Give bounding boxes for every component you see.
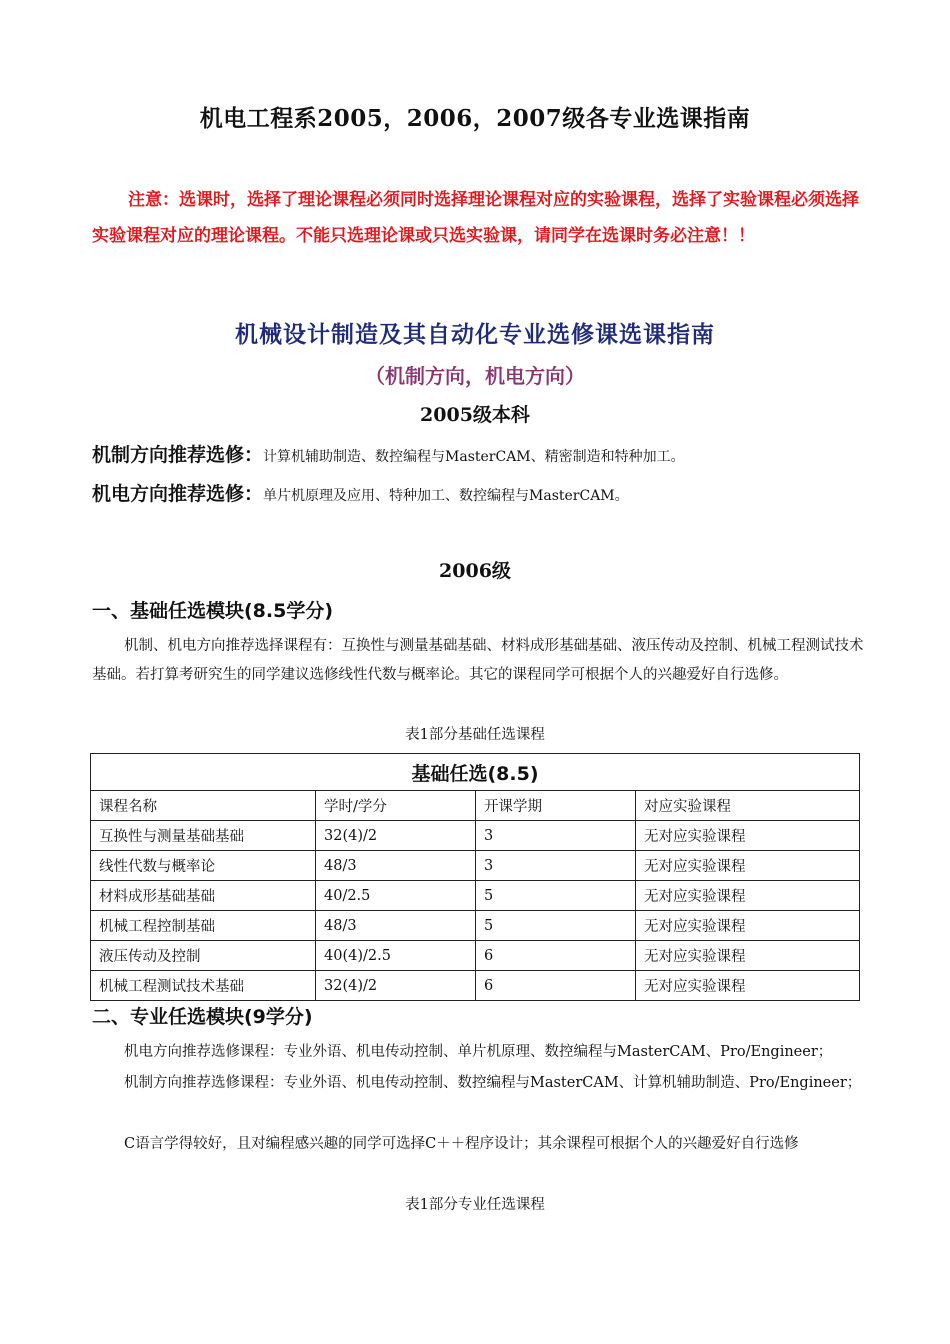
table-row [91, 821, 860, 851]
lab-course: 无对应实验课程 [636, 821, 860, 851]
selection-notice [92, 182, 864, 254]
section-basic-elective-title: 一、基础任选模块(8.5学分) [92, 600, 334, 622]
semester: 6 [476, 971, 636, 1001]
hours-credits: 40(4)/2.5 [316, 941, 476, 971]
table-row [91, 881, 860, 911]
lab-course: 无对应实验课程 [636, 941, 860, 971]
major-subtitle: （机制方向，机电方向） [365, 364, 585, 388]
table-title-row [91, 754, 860, 791]
table2-caption: 表1部分专业任选课程 [405, 1197, 545, 1213]
major-title: 机械设计制造及其自动化专业选修课选课指南 [235, 321, 715, 348]
rec-label: 机制方向推荐选修： [92, 444, 264, 466]
course-name: 液压传动及控制 [91, 941, 316, 971]
column-header: 学时/学分 [316, 791, 476, 821]
table1-caption: 表1部分基础任选课程 [405, 727, 545, 743]
table-row [91, 971, 860, 1001]
hours-credits: 48/3 [316, 851, 476, 881]
specialty-cpp-paragraph: C语言学得较好，且对编程感兴趣的同学可选择C＋＋程序设计；其余课程可根据个人的兴趣爱好自行选修 [124, 1136, 799, 1152]
lab-course: 无对应实验课程 [636, 911, 860, 941]
semester: 5 [476, 911, 636, 941]
hours-credits: 48/3 [316, 911, 476, 941]
section-specialty-elective-title: 二、专业任选模块(9学分) [92, 1006, 313, 1028]
specialty-mechanical-paragraph: 机制方向推荐选修课程：专业外语、机电传动控制、数控编程与MasterCAM、计算机辅助制造、Pro/Engineer； [124, 1075, 862, 1091]
grade-2006-heading: 2006级 [439, 560, 511, 582]
table-row [91, 911, 860, 941]
lab-course: 无对应实验课程 [636, 851, 860, 881]
semester: 3 [476, 851, 636, 881]
rec-value: 单片机原理及应用、特种加工、数控编程与MasterCAM。 [263, 488, 629, 504]
column-header: 开课学期 [476, 791, 636, 821]
semester: 5 [476, 881, 636, 911]
rec-value: 计算机辅助制造、数控编程与MasterCAM、精密制造和特种加工。 [263, 449, 685, 465]
lab-course: 无对应实验课程 [636, 881, 860, 911]
table-row [91, 941, 860, 971]
basic-elective-table [90, 753, 860, 1001]
grade-2005-heading: 2005级本科 [420, 404, 530, 426]
table-header-row [91, 791, 860, 821]
semester: 3 [476, 821, 636, 851]
course-name: 互换性与测量基础基础 [91, 821, 316, 851]
document-title: 机电工程系2005，2006，2007级各专业选课指南 [199, 105, 751, 132]
table-title: 基础任选(8.5) [91, 754, 860, 791]
notice-text: 注意：选课时，选择了理论课程必须同时选择理论课程对应的实验课程，选择了实验课程必须选择实验课程对应的理论课程。不能只选理论课或只选实验课，请同学在选课时务必注意！！ [92, 190, 859, 246]
specialty-electromech-paragraph: 机电方向推荐选修课程：专业外语、机电传动控制、单片机原理、数控编程与MasterCAM、Pro/Engineer； [124, 1044, 833, 1060]
rec-label: 机电方向推荐选修： [92, 483, 264, 505]
course-name: 机械工程控制基础 [91, 911, 316, 941]
section-basic-elective-paragraph: 机制、机电方向推荐选择课程有：互换性与测量基础基础、材料成形基础基础、液压传动及控制、机械工程测试技术基础。若打算考研究生的同学建议选修线性代数与概率论。其它的课程同学可根据个人的兴趣爱好自行选修。 [92, 638, 864, 683]
table-row [91, 851, 860, 881]
hours-credits: 32(4)/2 [316, 971, 476, 1001]
hours-credits: 32(4)/2 [316, 821, 476, 851]
lab-course: 无对应实验课程 [636, 971, 860, 1001]
course-name: 机械工程测试技术基础 [91, 971, 316, 1001]
column-header: 课程名称 [91, 791, 316, 821]
column-header: 对应实验课程 [636, 791, 860, 821]
rec-mechanical-2005 [92, 440, 892, 467]
course-name: 线性代数与概率论 [91, 851, 316, 881]
course-name: 材料成形基础基础 [91, 881, 316, 911]
hours-credits: 40/2.5 [316, 881, 476, 911]
rec-electromech-2005 [92, 479, 892, 506]
semester: 6 [476, 941, 636, 971]
